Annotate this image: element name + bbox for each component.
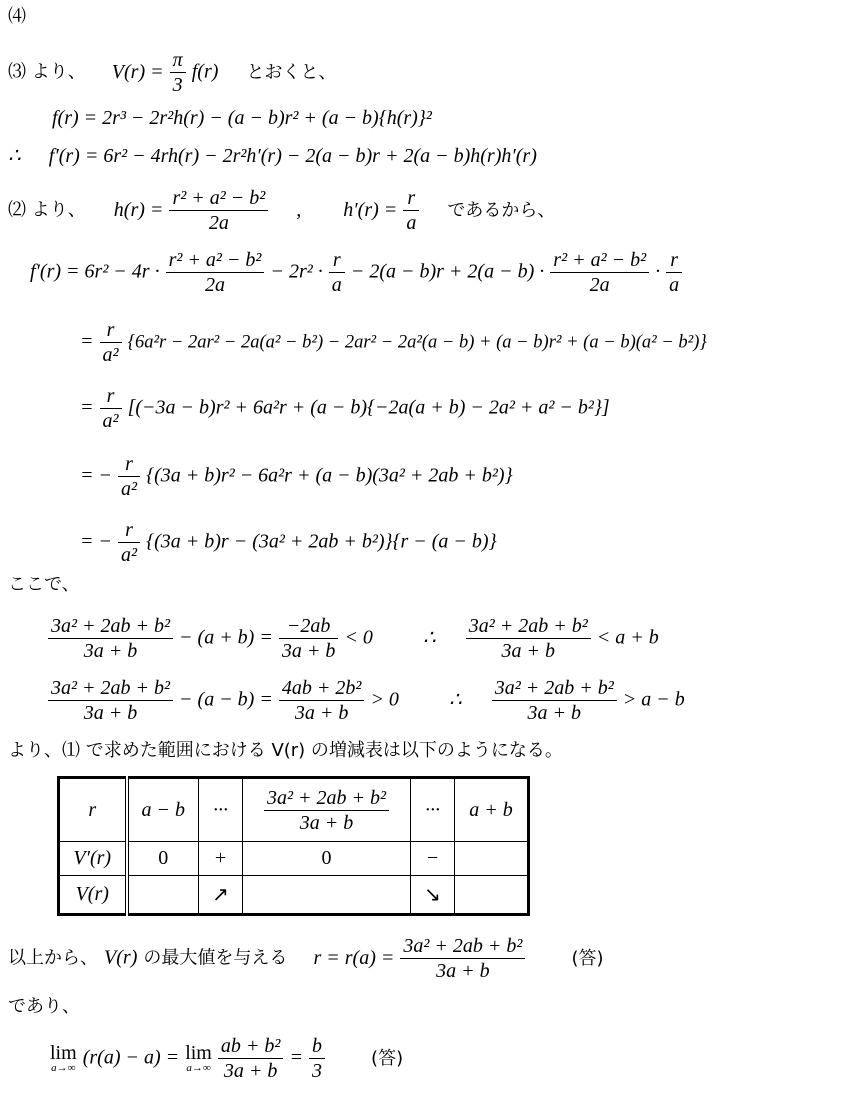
fprime-line — [8, 146, 537, 166]
comma: , — [296, 198, 302, 221]
cell: ··· — [199, 778, 243, 842]
frac-den: 3 — [312, 1060, 322, 1082]
expr-part: − 2(a − b)r + 2(a − b) · — [350, 260, 545, 283]
frac-den: 3a + b — [223, 1060, 278, 1082]
frac-den: 3a + b — [436, 960, 490, 982]
equals: = — [289, 1046, 303, 1069]
expr-part: − (a + b) = — [179, 626, 273, 649]
step-body: {(3a + b)r − (3a² + 2ab + b²)}{r − (a − b)} — [146, 530, 497, 553]
frac-den: 3a + b — [527, 702, 581, 724]
fraction — [264, 786, 389, 835]
ref-prefix: ⑵ より、 — [8, 199, 86, 221]
expr-part: < 0 — [344, 626, 373, 649]
frac-num: 3a² + 2ab + b² — [264, 786, 389, 811]
fraction — [550, 248, 649, 297]
frac-num: r² + a² − b² — [166, 248, 265, 273]
expr-part: < a + b — [596, 626, 659, 649]
step-4 — [80, 518, 497, 567]
text: の最大値を与える — [143, 947, 288, 969]
frac-den: 3a + b — [83, 702, 138, 724]
cell: 0 — [127, 842, 199, 876]
frac-num: ab + b² — [218, 1034, 284, 1059]
expr-part: − 2r² · — [270, 260, 323, 283]
table-row — [59, 842, 529, 876]
table-intro: より、⑴ で求めた範囲における V(r) の増減表は以下のようになる。 — [8, 740, 563, 761]
lim-word: lim — [50, 1042, 77, 1064]
comparison-1 — [48, 614, 659, 663]
lim-sub: a→∞ — [186, 1062, 211, 1074]
frac-num: r — [118, 452, 140, 477]
frac-den: 3a + b — [299, 811, 354, 834]
f-definition: f(r) = 2r³ − 2r²h(r) − (a − b)r² + (a − b){h(r)}² — [52, 107, 432, 129]
equals: = − — [80, 464, 112, 487]
r-over-a2 — [118, 452, 140, 501]
frac-num: r — [329, 248, 345, 273]
hprime-fraction — [403, 186, 419, 235]
section-number: ⑷ — [8, 6, 26, 27]
therefore-symbol: ∴ — [422, 626, 436, 649]
arrow-down-icon: ↘ — [411, 876, 455, 915]
frac-num: −2ab — [279, 614, 339, 639]
cell: ··· — [411, 778, 455, 842]
text: 以上から、 — [8, 947, 98, 969]
fprime-expression: f′(r) = 6r² − 4rh(r) − 2r²h′(r) − 2(a − b)r + 2(a − b)h(r)h′(r) — [48, 145, 537, 167]
frac-den: a — [669, 274, 680, 296]
suffix-text: であるから、 — [447, 199, 556, 221]
h-fraction — [169, 186, 268, 235]
frac-num: r² + a² − b² — [169, 186, 268, 211]
therefore-symbol: ∴ — [448, 688, 462, 711]
expr-part: > 0 — [370, 688, 399, 711]
frac-den: a — [406, 212, 417, 234]
koko-text: ここで、 — [8, 574, 80, 595]
cell: a + b — [455, 778, 529, 842]
frac-num: 3a² + 2ab + b² — [466, 614, 591, 639]
header-vprime: V′(r) — [59, 842, 127, 876]
frac-den: 2a — [208, 212, 229, 234]
v-lhs: V(r) = — [111, 60, 164, 83]
lim-sub: a→∞ — [51, 1062, 76, 1074]
equals: = − — [80, 530, 112, 553]
frac-num: r² + a² − b² — [550, 248, 649, 273]
pi-over-3 — [170, 48, 186, 97]
cell: − — [411, 842, 455, 876]
frac-num: 4ab + 2b² — [279, 676, 365, 701]
answer-mark: (答) — [571, 947, 604, 969]
frac-num: 3a² + 2ab + b² — [492, 676, 617, 701]
expr-part: > a − b — [622, 688, 685, 711]
frac-den: a² — [102, 344, 119, 366]
r-equals: r = r(a) = — [313, 946, 395, 969]
frac-den: a² — [121, 544, 138, 566]
fraction — [166, 248, 265, 297]
frac-den: 3a + b — [294, 702, 349, 724]
arrow-up-icon: ↗ — [199, 876, 243, 915]
cell: a − b — [127, 778, 199, 842]
fraction — [279, 676, 365, 725]
frac-num: r — [118, 518, 140, 543]
frac-den: 2a — [205, 274, 226, 296]
fraction — [48, 614, 173, 663]
equals: = — [80, 330, 94, 353]
step-body: {(3a + b)r² − 6a²r + (a − b)(3a² + 2ab + b²)} — [146, 464, 513, 487]
table-row — [59, 778, 529, 842]
frac-den: a² — [121, 478, 138, 500]
cell — [243, 876, 411, 915]
step-body: {6a²r − 2ar² − 2a(a² − b²) − 2ar² − 2a²(a − b) + (a − b)r² + (a − b)(a² − b²)} — [127, 332, 707, 353]
ref-prefix: ⑶ より、 — [8, 61, 86, 83]
comparison-2 — [48, 676, 685, 725]
frac-num: π — [170, 48, 186, 73]
fraction — [218, 1034, 284, 1083]
frac-num: 3a² + 2ab + b² — [48, 676, 173, 701]
fraction — [666, 248, 682, 297]
frac-den: 3 — [172, 74, 183, 96]
header-r: r — [59, 778, 127, 842]
hprime-lhs: h′(r) = — [343, 198, 398, 221]
lim-word: lim — [185, 1042, 212, 1064]
frac-num: 3a² + 2ab + b² — [400, 934, 525, 959]
expr-part: · — [655, 260, 661, 283]
max-fraction — [400, 934, 525, 983]
suffix-text: とおくと、 — [246, 61, 337, 83]
fraction — [329, 248, 345, 297]
frac-num: 3a² + 2ab + b² — [48, 614, 173, 639]
frac-den: a — [331, 274, 342, 296]
r-over-a2 — [100, 384, 122, 433]
r-over-a2 — [100, 318, 122, 367]
limit-1 — [50, 1043, 77, 1074]
cell — [455, 876, 529, 915]
step-3 — [80, 452, 513, 501]
fraction — [492, 676, 617, 725]
v-of-r: V(r) — [104, 946, 138, 969]
max-statement — [8, 934, 603, 983]
fraction — [48, 676, 173, 725]
frac-num: r — [403, 186, 419, 211]
frac-den: 3a + b — [281, 640, 336, 662]
frac-den: a² — [102, 410, 119, 432]
cell: 0 — [243, 842, 411, 876]
fraction — [466, 614, 591, 663]
cell — [127, 876, 199, 915]
frac-den: 3a + b — [83, 640, 138, 662]
f-of-r: f(r) — [191, 60, 219, 83]
header-v: V(r) — [59, 876, 127, 915]
cell — [455, 842, 529, 876]
step-2 — [80, 384, 610, 433]
cell: + — [199, 842, 243, 876]
limit-2 — [185, 1043, 212, 1074]
r-over-a2 — [118, 518, 140, 567]
line-v-def — [8, 48, 336, 97]
cell — [243, 778, 411, 842]
frac-den: 3a + b — [501, 640, 555, 662]
h-lhs: h(r) = — [113, 198, 164, 221]
fraction — [309, 1034, 325, 1083]
step-1 — [80, 318, 707, 367]
fraction — [279, 614, 339, 663]
frac-num: r — [666, 248, 682, 273]
frac-num: b — [309, 1034, 325, 1059]
deari-text: であり、 — [8, 996, 80, 1017]
increase-decrease-table — [57, 776, 530, 916]
expr-part: − (a − b) = — [179, 688, 273, 711]
h-definitions — [8, 186, 555, 235]
expr-part: (r(a) − a) = — [82, 1046, 180, 1069]
frac-num: r — [100, 318, 122, 343]
equals: = — [80, 396, 94, 419]
expr-part: f′(r) = 6r² − 4r · — [30, 260, 160, 283]
frac-den: 2a — [589, 274, 610, 296]
answer-mark: (答) — [371, 1047, 404, 1069]
step-body: [(−3a − b)r² + 6a²r + (a − b){−2a(a + b) − 2a² + a² − b²}] — [127, 396, 610, 419]
frac-num: r — [100, 384, 122, 409]
table-row — [59, 876, 529, 915]
therefore-symbol: ∴ — [8, 145, 21, 167]
fprime-substituted — [30, 248, 682, 297]
limit-line — [50, 1034, 403, 1083]
